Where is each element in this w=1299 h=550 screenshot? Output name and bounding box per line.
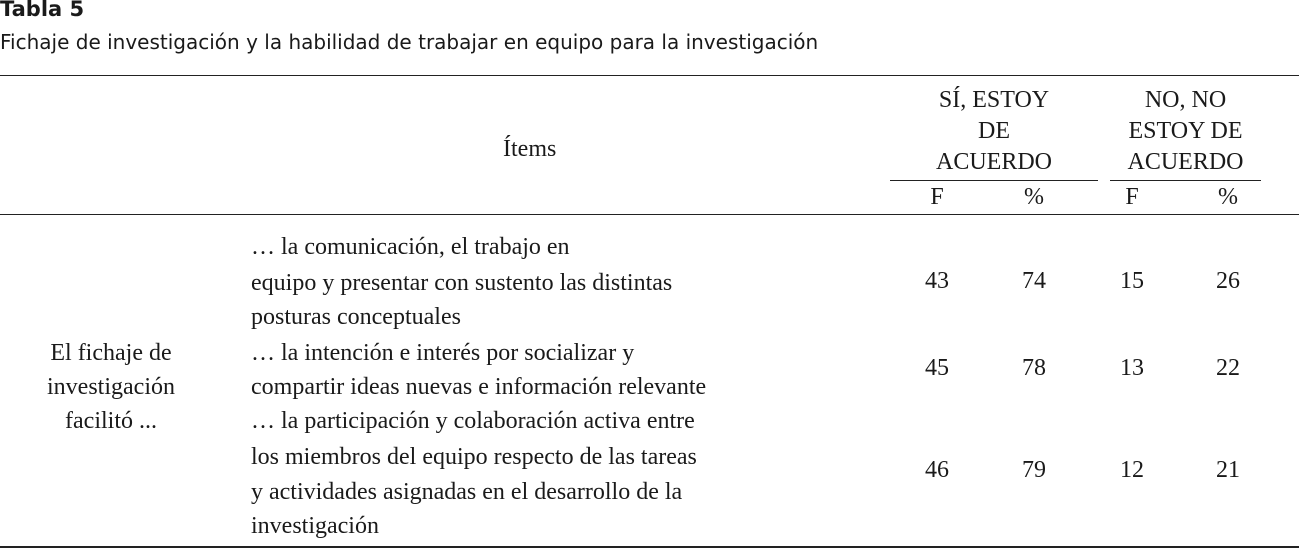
table-caption-label: Tabla 5: [0, 0, 85, 21]
subheader-yes-pct: %: [1024, 184, 1044, 210]
bottom-rule: [0, 546, 1299, 548]
cell-no-f: 15: [1120, 268, 1144, 294]
cell-yes-pct: 74: [1022, 268, 1046, 294]
cell-no-pct: 21: [1216, 457, 1240, 483]
table-caption-title: Fichaje de investigación y la habilidad de trabajar en equipo para la investigación: [0, 30, 819, 54]
top-rule: [0, 75, 1299, 76]
subheader-no-f: F: [1125, 184, 1139, 210]
subheader-no-pct: %: [1218, 184, 1238, 210]
cell-yes-pct: 79: [1022, 457, 1046, 483]
cell-yes-pct: 78: [1022, 355, 1046, 381]
cell-no-f: 13: [1120, 355, 1144, 381]
no-group-underline: [1110, 180, 1261, 181]
cell-no-pct: 26: [1216, 268, 1240, 294]
cell-yes-f: 43: [925, 268, 949, 294]
cell-yes-f: 45: [925, 355, 949, 381]
cell-no-pct: 22: [1216, 355, 1240, 381]
subheader-yes-f: F: [930, 184, 944, 210]
header-rule: [0, 214, 1299, 215]
cell-yes-f: 46: [925, 457, 949, 483]
cell-no-f: 12: [1120, 457, 1144, 483]
items-header: Ítems: [503, 136, 557, 162]
yes-group-underline: [890, 180, 1098, 181]
